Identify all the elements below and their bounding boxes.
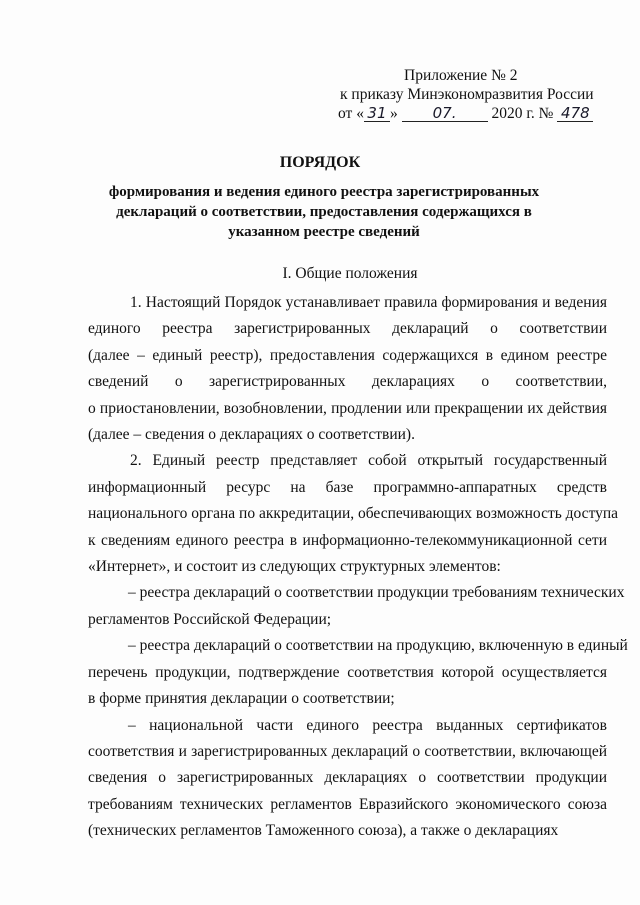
date-month: 07. xyxy=(432,104,457,122)
paragraph-line: перечень продукции, подтверждение соответствия которой осуществляется xyxy=(88,663,607,681)
document-body xyxy=(88,290,628,845)
paragraph-line: – национальной части единого реестра выданных сертификатов xyxy=(128,716,607,734)
paragraph-line: – реестра деклараций о соответствии на продукцию, включенную в единый xyxy=(128,637,628,655)
section-heading: I. Общие положения xyxy=(282,265,418,282)
paragraph-line: единого реестра зарегистрированных деклараций о соответствии xyxy=(88,320,607,338)
paragraph-line: – реестра деклараций о соответствии продукции требованиям технических xyxy=(128,584,625,602)
paragraph-line: соответствия и зарегистрированных деклараций о соответствии, включающей xyxy=(88,742,607,760)
paragraph-line: (технических регламентов Таможенного союза), а также о декларациях xyxy=(88,822,559,840)
paragraph xyxy=(88,448,619,580)
document-title: ПОРЯДОК xyxy=(279,154,361,171)
paragraph-line: сведения о зарегистрированных декларациях о соответствии продукции xyxy=(88,769,607,787)
order-number: 478 xyxy=(561,104,590,122)
paragraph xyxy=(88,713,607,845)
paragraph-line: регламентов Российской Федерации; xyxy=(88,610,332,628)
paragraph-line: требованиям технических регламентов Евразийского экономического союза xyxy=(88,795,607,813)
paragraph-line: о приостановлении, возобновлении, продлении или прекращении их действия xyxy=(88,399,607,417)
date-mid: » xyxy=(389,105,398,122)
paragraph xyxy=(88,580,625,633)
paragraph xyxy=(88,633,628,712)
paragraph-line: «Интернет», и состоит из следующих структурных элементов: xyxy=(88,558,501,576)
appendix-number: Приложение № 2 xyxy=(404,67,518,84)
paragraph-line: (далее – единый реестр), предоставления содержащихся в едином реестре xyxy=(88,346,607,364)
paragraph-line: к сведениям единого реестра в информационно-телекоммуникационной сети xyxy=(88,531,607,549)
paragraph-line: 1. Настоящий Порядок устанавливает правила формирования и ведения xyxy=(130,294,607,311)
date-day: 31 xyxy=(367,104,387,122)
paragraph-line: 2. Единый реестр представляет собой открытый государственный xyxy=(130,452,607,470)
paragraph xyxy=(88,290,607,448)
document-subtitle: формирования и ведения единого реестра зарегистрированных деклараций о соответствии, предоставления содержащихся в указанном реестре сведений xyxy=(108,184,540,240)
paragraph-line: информационный ресурс на базе программно-аппаратных средств xyxy=(88,478,607,496)
paragraph-line: национального органа по аккредитации, обеспечивающих возможность доступа xyxy=(88,505,619,523)
appendix-header xyxy=(338,66,608,123)
order-reference: к приказу Минэкономразвития России xyxy=(340,86,594,103)
date-year: 2020 г. № xyxy=(491,105,554,122)
paragraph-line: в форме принятия декларации о соответствии; xyxy=(88,690,395,708)
paragraph-line: сведений о зарегистрированных декларациях о соответствии, xyxy=(88,373,607,391)
order-date-line xyxy=(338,104,608,123)
paragraph-line: (далее – сведения о декларациях о соответствии). xyxy=(88,426,415,444)
date-prefix: от « xyxy=(338,105,364,122)
